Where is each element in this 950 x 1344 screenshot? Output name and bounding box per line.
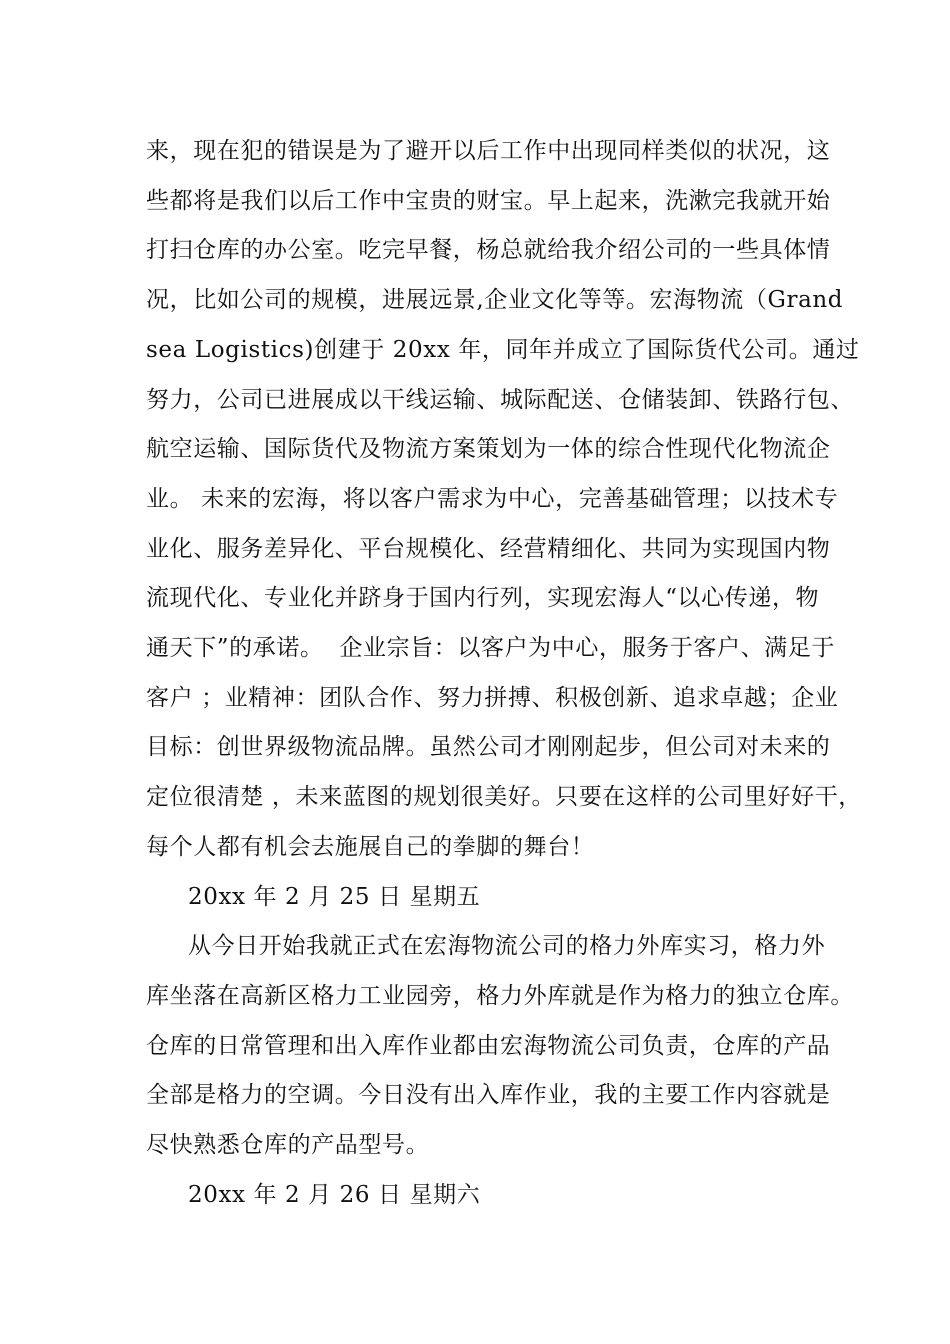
text-line: 航空运输、国际货代及物流方案策划为一体的综合性现代化物流企	[146, 436, 831, 462]
text-line: 每个人都有机会去施展自己的拳脚的舞台！	[146, 834, 595, 860]
text-line: 来，现在犯的错误是为了避开以后工作中出现同样类似的状况，这	[146, 138, 831, 164]
text-line: 全部是格力的空调。今日没有出入库作业，我的主要工作内容就是	[146, 1082, 831, 1108]
text-line: 客户 ；业精神：团队合作、努力拼搏、积极创新、追求卓越；企业	[146, 685, 839, 711]
text-line: 些都将是我们以后工作中宝贵的财宝。早上起来，洗漱完我就开始	[146, 188, 831, 214]
text-line: sea Logistics)创建于 20xx 年，同年并成立了国际货代公司。通过	[146, 337, 860, 363]
date-heading: 20xx 年 2 月 26 日 星期六	[188, 1182, 481, 1208]
text-line: 打扫仓库的办公室。吃完早餐，杨总就给我介绍公司的一些具体情	[146, 237, 831, 263]
text-line: 定位很清楚 ，未来蓝图的规划很美好。只要在这样的公司里好好干，	[146, 784, 862, 810]
text-line: 仓库的日常管理和出入库作业都由宏海物流公司负责，仓库的产品	[146, 1033, 831, 1059]
text-line: 从今日开始我就正式在宏海物流公司的格力外库实习，格力外	[188, 933, 826, 959]
date-heading: 20xx 年 2 月 25 日 星期五	[188, 884, 481, 910]
text-line: 业化、服务差异化、平台规模化、经营精细化、共同为实现国内物	[146, 536, 831, 562]
text-line: 库坐落在高新区格力工业园旁，格力外库就是作为格力的独立仓库。	[146, 983, 854, 1009]
text-line: 尽快熟悉仓库的产品型号。	[146, 1132, 430, 1158]
text-line: 流现代化、专业化并跻身于国内行列，实现宏海人“以心传递，物	[146, 585, 820, 611]
text-line: 况，比如公司的规模，进展远景,企业文化等等。宏海物流（Grand	[146, 287, 844, 313]
text-line: 努力，公司已进展成以干线运输、城际配送、仓储装卸、铁路行包、	[146, 387, 854, 413]
text-line: 目标：创世界级物流品牌。虽然公司才刚刚起步，但公司对未来的	[146, 734, 831, 760]
text-line: 业。 未来的宏海，将以客户需求为中心，完善基础管理；以技术专	[146, 486, 839, 512]
text-line: 通天下”的承诺。 企业宗旨：以客户为中心，服务于客户、满足于	[146, 635, 835, 661]
